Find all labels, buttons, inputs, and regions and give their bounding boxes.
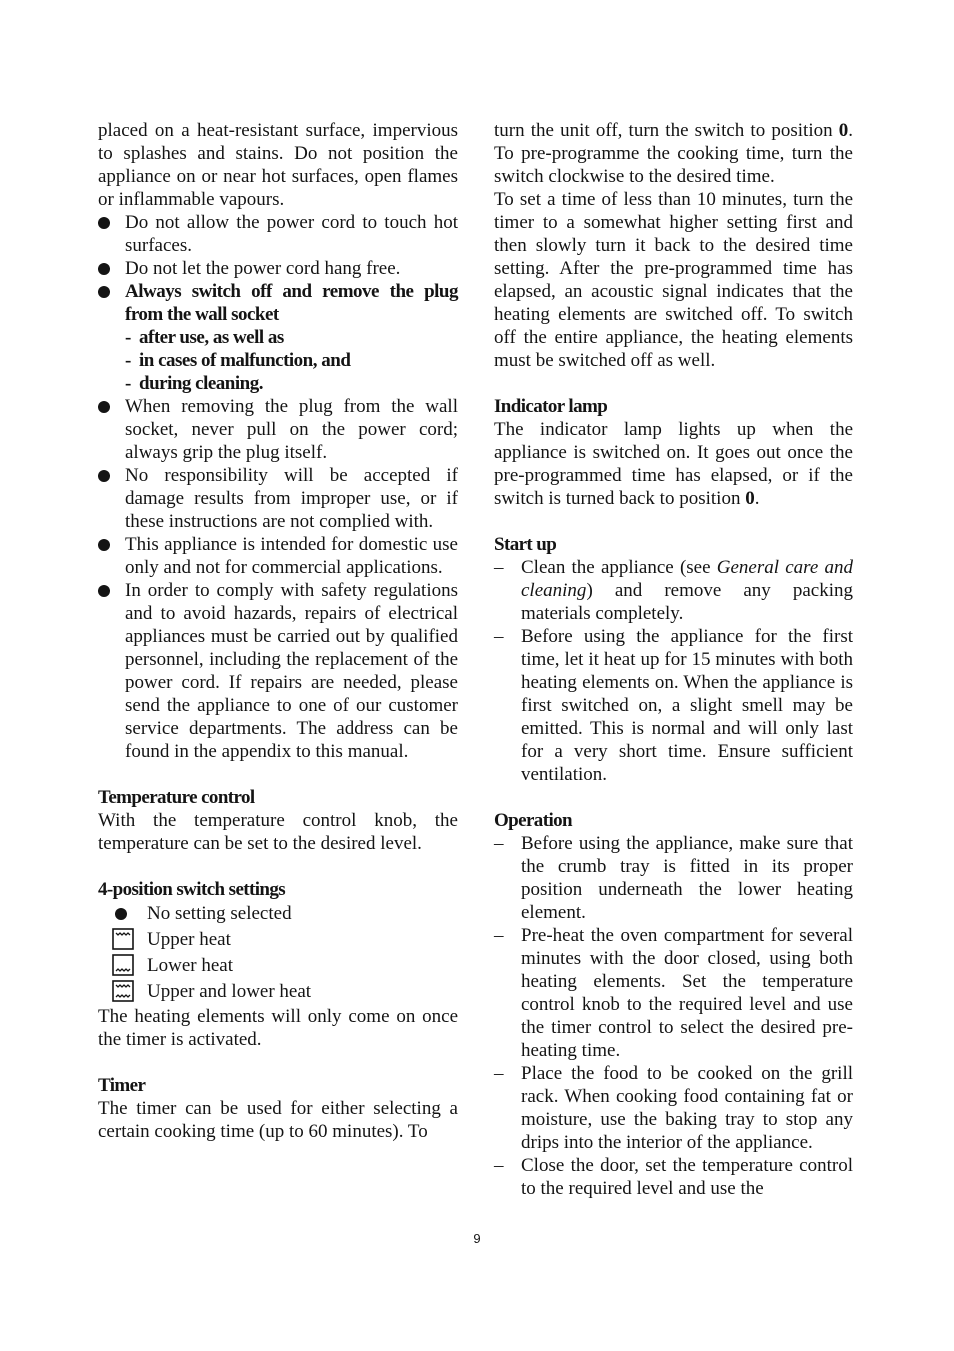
operation-heading: Operation bbox=[494, 810, 572, 831]
page-number: 9 bbox=[473, 1231, 481, 1246]
switch-settings-list bbox=[98, 901, 458, 1005]
left-column bbox=[98, 119, 458, 1143]
bullet-dot-icon bbox=[98, 217, 110, 229]
list-item bbox=[98, 280, 458, 395]
always-switch-off-text: Always switch off and remove the plug from the wall socket bbox=[125, 281, 458, 325]
list-item: – Clean the appliance (see General care and cleaning) and remove any packing materials completely. bbox=[494, 557, 853, 624]
list-item: When removing the plug from the wall socket, never pull on the power cord; always grip the plug itself. bbox=[98, 395, 458, 464]
timer-text: The timer can be used for either selecting a certain cooking time (up to 60 minutes). To bbox=[98, 1098, 458, 1142]
upper-lower-heat-icon bbox=[112, 980, 134, 1002]
temperature-control-heading: Temperature control bbox=[98, 787, 255, 808]
bullet-dot-icon bbox=[98, 470, 110, 482]
safety-intro-continuation: placed on a heat-resistant surface, impervious to splashes and stains. Do not position the appliance on or near hot surfaces, open flames or inflammable vapours. bbox=[98, 120, 458, 210]
indicator-lamp-text: The indicator lamp lights up when the appliance is switched on. It goes out once the pre-programmed time has elapsed, or if the switch is turned back to position 0. bbox=[494, 419, 853, 509]
bullet-dot-icon bbox=[98, 585, 110, 597]
switch-note: The heating elements will only come on once the timer is activated. bbox=[98, 1006, 458, 1050]
upper-heat-icon bbox=[112, 928, 134, 950]
list-item: – Close the door, set the temperature control to the required level and use the bbox=[494, 1155, 853, 1199]
sub-item: - in cases of malfunction, and bbox=[125, 350, 351, 371]
lower-heat-icon bbox=[112, 954, 134, 976]
dash-marker: – bbox=[494, 1155, 504, 1176]
right-column bbox=[494, 119, 853, 1200]
dash-marker: – bbox=[494, 626, 504, 647]
filled-dot-icon bbox=[115, 908, 127, 920]
list-item: Do not allow the power cord to touch hot surfaces. bbox=[98, 211, 458, 257]
list-item: – Before using the appliance for the first time, let it heat up for 15 minutes with both heating elements on. When the appliance is first switched on, a slight smell may be emitted. This is normal and will only last for a very short time. Ensure sufficient ventilation. bbox=[494, 626, 853, 785]
dash-marker: – bbox=[494, 1063, 504, 1084]
list-item: – Place the food to be cooked on the grill rack. When cooking food containing fat or moisture, use the baking tray to stop any drips into the interior of the appliance. bbox=[494, 1063, 853, 1153]
dash-marker: – bbox=[494, 557, 504, 578]
list-item: In order to comply with safety regulations and to avoid hazards, repairs of electrical appliances must be carried out by qualified personnel, including the replacement of the power cord. If repairs are needed, please send the appliance to one of our customer service departments. The address can be found in the appendix to this manual. bbox=[98, 579, 458, 763]
sub-item: - after use, as well as bbox=[125, 327, 284, 348]
dash-marker: – bbox=[494, 925, 504, 946]
temperature-control-text: With the temperature control knob, the temperature can be set to the desired level. bbox=[98, 810, 458, 854]
start-up-list bbox=[494, 556, 853, 786]
list-item: No responsibility will be accepted if damage results from improper use, or if these instructions are not complied with. bbox=[98, 464, 458, 533]
list-item: This appliance is intended for domestic use only and not for commercial applications. bbox=[98, 533, 458, 579]
switch-setting-upper-lower: Upper and lower heat bbox=[98, 979, 458, 1005]
bullet-dot-icon bbox=[98, 263, 110, 275]
switch-setting-upper: Upper heat bbox=[98, 927, 458, 953]
list-item: – Before using the appliance, make sure that the crumb tray is fitted in its proper position underneath the lower heating element. bbox=[494, 833, 853, 923]
timer-short-time-text: To set a time of less than 10 minutes, turn the timer to a somewhat higher setting first and then slowly turn it back to the desired time setting. After the pre-programmed time has elapsed, an acoustic signal indicates that the heating elements are switched off. To switch off the entire appliance, the heating elements must be switched off as well. bbox=[494, 189, 853, 371]
switch-setting-none: No setting selected bbox=[98, 901, 458, 927]
bullet-dot-icon bbox=[98, 401, 110, 413]
switch-setting-lower: Lower heat bbox=[98, 953, 458, 979]
list-item: – Pre-heat the oven compartment for several minutes with the door closed, using both heating elements. Set the temperature control knob to the required level and use the timer control to select the desired pre-heating time. bbox=[494, 925, 853, 1061]
start-up-heading: Start up bbox=[494, 534, 557, 555]
timer-heading: Timer bbox=[98, 1075, 146, 1096]
sub-item: - during cleaning. bbox=[125, 373, 263, 394]
operation-list bbox=[494, 832, 853, 1200]
switch-settings-heading: 4-position switch settings bbox=[98, 879, 286, 900]
list-item: Do not let the power cord hang free. bbox=[98, 257, 458, 280]
bullet-dot-icon bbox=[98, 286, 110, 298]
bullet-dot-icon bbox=[98, 539, 110, 551]
timer-text-continued: turn the unit off, turn the switch to position 0. To pre-programme the cooking time, turn the switch clockwise to the desired time. bbox=[494, 120, 853, 187]
safety-bullet-list bbox=[98, 211, 458, 763]
indicator-lamp-heading: Indicator lamp bbox=[494, 396, 608, 417]
dash-marker: – bbox=[494, 833, 504, 854]
